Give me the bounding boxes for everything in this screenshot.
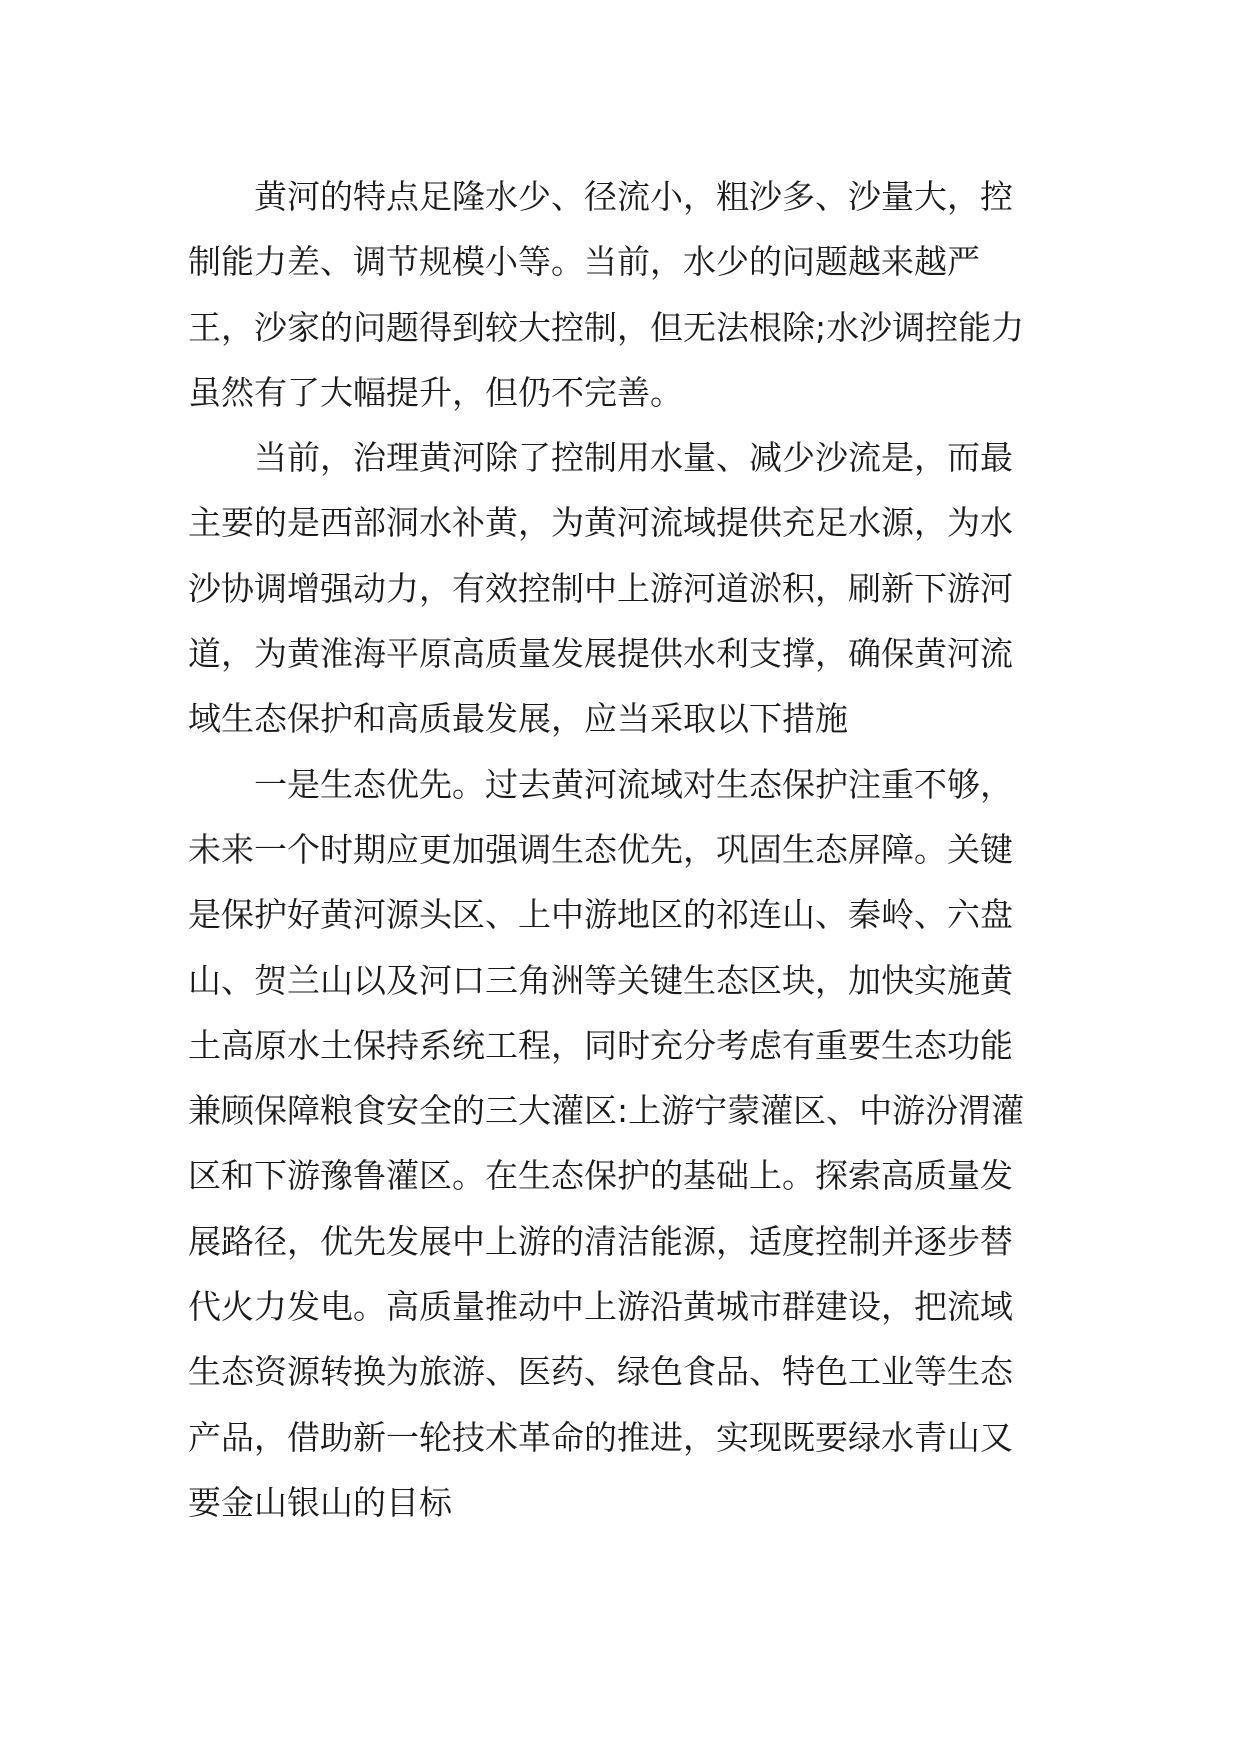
text-line: 主要的是西部洞水补黄，为黄河流域提供充足水源，为水: [188, 503, 1013, 543]
text-line: 王，沙家的问题得到较大控制，但无法根除;水沙调控能力: [188, 307, 1025, 347]
text-line: 土高原水土保持系统工程，同时充分考虑有重要生态功能: [188, 1025, 1013, 1065]
paragraph-2: [188, 425, 1040, 751]
text-line: 兼顾保障粮食安全的三大灌区:上游宁蒙灌区、中游汾渭灌: [188, 1091, 1025, 1131]
text-line: 当前，治理黄河除了控制用水量、减少沙流是，而最: [254, 438, 1013, 478]
text-line: 沙协调增强动力，有效控制中上游河道淤积，刷新下游河: [188, 568, 1013, 608]
text-line: 制能力差、调节规模小等。当前，水少的问题越来越严: [188, 242, 980, 282]
text-line: 要金山银山的目标: [188, 1482, 452, 1522]
paragraph-3: [188, 752, 1040, 1536]
text-line: 区和下游豫鲁灌区。在生态保护的基础上。探索高质量发: [188, 1156, 1013, 1196]
document-body: [188, 164, 1040, 1535]
text-line: 黄河的特点足隆水少、径流小，粗沙多、沙量大，控: [254, 177, 1013, 216]
text-line: 虽然有了大幅提升，但仍不完善。: [188, 372, 683, 412]
text-line: 未来一个时期应更加强调生态优先，巩固生态屏障。关键: [188, 829, 1013, 869]
text-line: 域生态保护和高质最发展，应当采取以下措施: [188, 699, 848, 739]
text-line: 是保护好黄河源头区、上中游地区的祁连山、秦岭、六盘: [188, 895, 1013, 935]
text-line: 展路径，优先发展中上游的清洁能源，适度控制并逐步替: [188, 1221, 1013, 1261]
text-line: 生态资源转换为旅游、医药、绿色食品、特色工业等生态: [188, 1352, 1013, 1392]
text-line: 山、贺兰山以及河口三角洲等关键生态区块，加快实施黄: [188, 960, 1013, 1000]
text-line: 代火力发电。高质量推动中上游沿黄城市群建设，把流域: [188, 1287, 1013, 1327]
text-line: 产品，借助新一轮技术革命的推进，实现既要绿水青山又: [188, 1417, 1013, 1457]
text-line: 道，为黄淮海平原高质量发展提供水利支撑，确保黄河流: [188, 634, 1013, 674]
text-line: 一是生态优先。过去黄河流域对生态保护注重不够，: [254, 764, 1013, 804]
paragraph-1: [188, 164, 1040, 425]
